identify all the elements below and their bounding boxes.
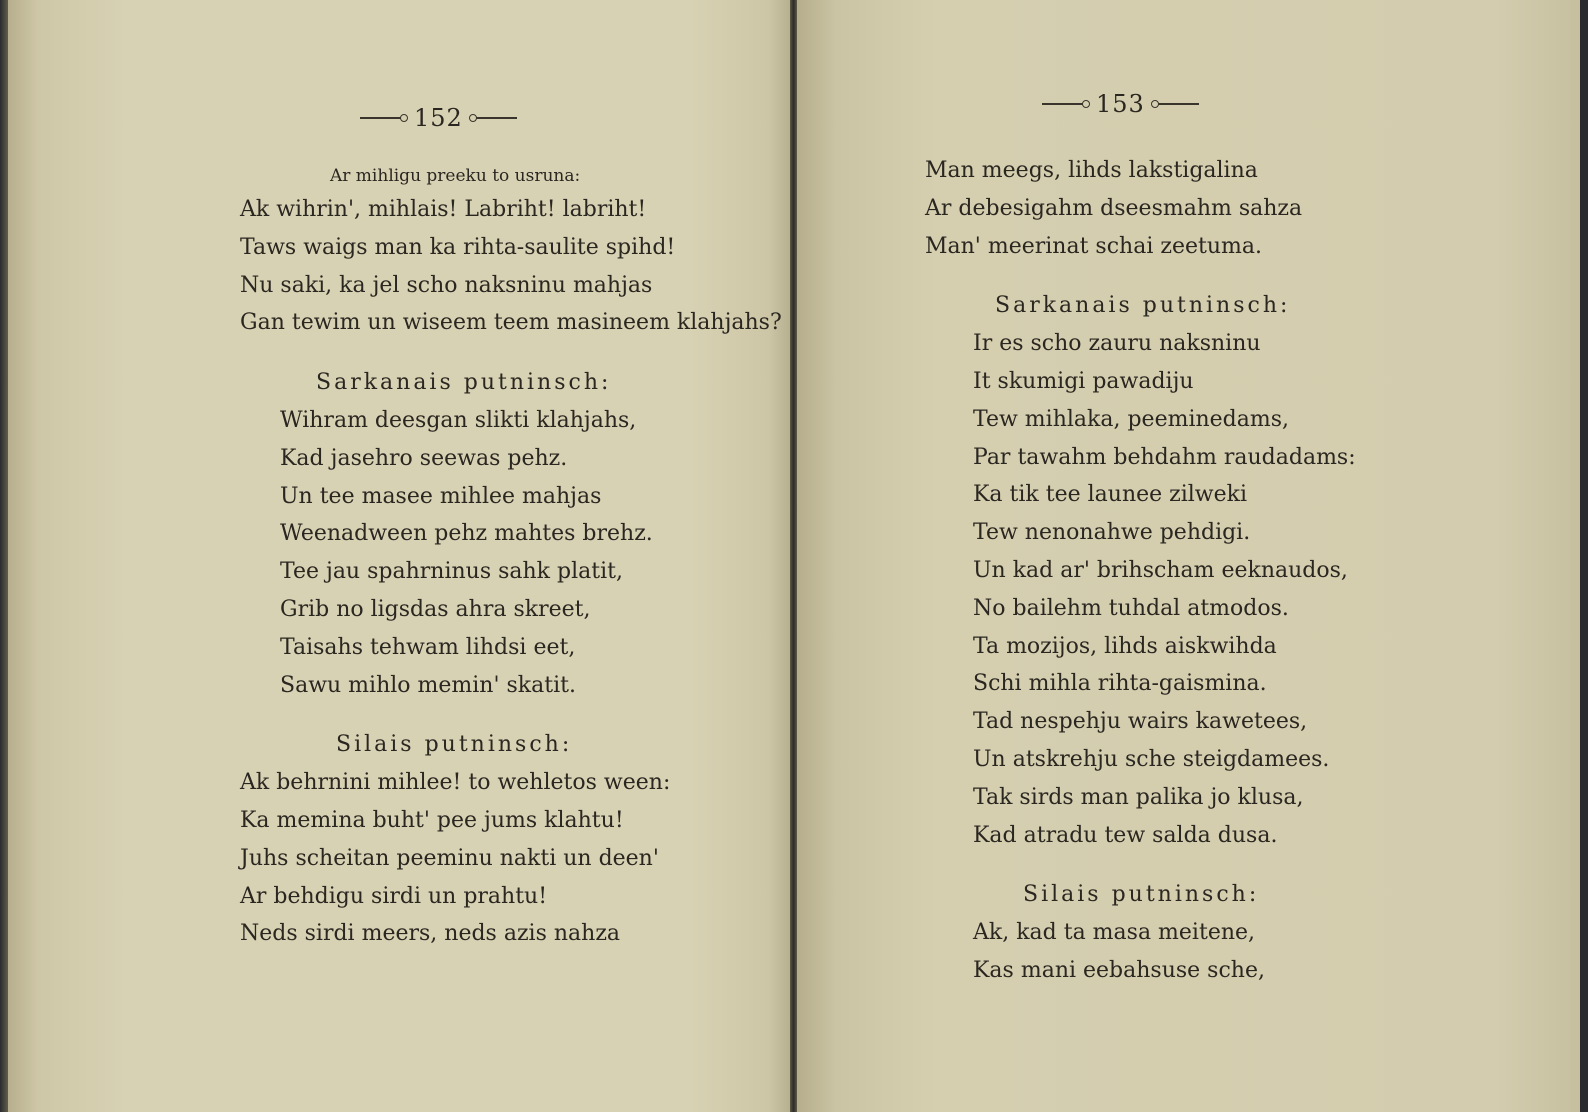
poem-line: Tew nenonahwe pehdigi. (973, 520, 1251, 546)
stanza-gap (240, 342, 782, 364)
poem-line: Juhs scheitan peeminu nakti un deen' (240, 845, 659, 871)
ornament-right-icon (1155, 103, 1199, 105)
poem-line: Ak, kad ta masa meitene, (973, 920, 1256, 946)
poem-text-right (925, 152, 1356, 990)
ornament-left-icon (360, 117, 404, 119)
page-number-left (360, 104, 517, 132)
page-left (8, 0, 790, 1112)
poem-line: Grib no ligsdas ahra skreet, (280, 596, 591, 622)
poem-line: Ar behdigu sirdi un prahtu! (240, 883, 548, 909)
speaker-heading: Silais putninsch: (336, 732, 573, 758)
poem-line: Taisahs tehwam lihdsi eet, (280, 634, 576, 660)
speaker-heading: Sarkanais putninsch: (995, 293, 1291, 319)
poem-line: Man meegs, lihds lakstigalina (925, 158, 1258, 183)
poem-line: Neds sirdi meers, neds azis nahza (240, 921, 621, 947)
poem-line: Tad nespehju wairs kawetees, (973, 709, 1308, 735)
stanza-gap (240, 704, 782, 726)
poem-line: Ka memina buht' pee jums klahtu! (240, 807, 624, 833)
poem-line: No bailehm tuhdal atmodos. (973, 595, 1289, 621)
poem-line: Un atskrehju sche steigdamees. (973, 746, 1330, 772)
poem-line: Taws waigs man ka rihta-saulite spihd! (240, 234, 676, 260)
poem-line: Par tawahm behdahm raudadams: (973, 444, 1356, 470)
stanza-gap (925, 265, 1356, 287)
poem-line: Un tee masee mihlee mahjas (280, 483, 602, 509)
poem-line: Kas mani eebahsuse sche, (973, 957, 1265, 983)
poem-line: Man' meerinat schai zeetuma. (925, 233, 1262, 259)
poem-line: Ir es scho zauru naksninu (973, 331, 1261, 357)
poem-line: Ar debesigahm dseesmahm sahza (925, 195, 1303, 221)
ornament-right-icon (473, 117, 517, 119)
poem-line: Weenadween pehz mahtes brehz. (280, 521, 653, 547)
poem-line: Gan tewim un wiseem teem masineem klahjahs? (240, 310, 782, 336)
poem-line: Ak behrnini mihlee! to wehletos ween: (240, 770, 671, 796)
page-number-text: 152 (414, 104, 463, 132)
page-number-right (1042, 90, 1199, 118)
ornament-left-icon (1042, 103, 1086, 105)
poem-line: Ka tik tee launee zilweki (973, 482, 1248, 508)
poem-line: Wihram deesgan slikti klahjahs, (280, 407, 637, 433)
page-right (797, 0, 1580, 1112)
poem-line: Kad atradu tew salda dusa. (973, 822, 1278, 848)
book-gutter (790, 0, 797, 1112)
poem-line: Sawu mihlo memin' skatit. (280, 672, 576, 698)
poem-line: Ta mozijos, lihds aiskwihda (973, 633, 1277, 659)
poem-line: Schi mihla rihta-gaismina. (973, 671, 1267, 697)
poem-line: Ar mihligu preeku to usruna: (330, 166, 581, 186)
speaker-heading: Sarkanais putninsch: (316, 370, 612, 396)
page-number-text: 153 (1096, 90, 1145, 118)
poem-text-left (240, 161, 782, 953)
poem-line: Tew mihlaka, peeminedams, (973, 406, 1290, 432)
poem-line: Nu saki, ka jel scho naksninu mahjas (240, 272, 653, 298)
stanza-gap (925, 854, 1356, 876)
speaker-heading: Silais putninsch: (1023, 882, 1260, 908)
book-edge-right (1580, 0, 1588, 1112)
poem-line: Un kad ar' brihscham eeknaudos, (973, 557, 1348, 583)
poem-line: Kad jasehro seewas pehz. (280, 445, 568, 471)
poem-line: Tak sirds man palika jo klusa, (973, 784, 1304, 810)
poem-line: Ak wihrin', mihlais! Labriht! labriht! (240, 197, 647, 222)
poem-line: It skumigi pawadiju (973, 368, 1194, 394)
poem-line: Tee jau spahrninus sahk platit, (280, 559, 623, 585)
